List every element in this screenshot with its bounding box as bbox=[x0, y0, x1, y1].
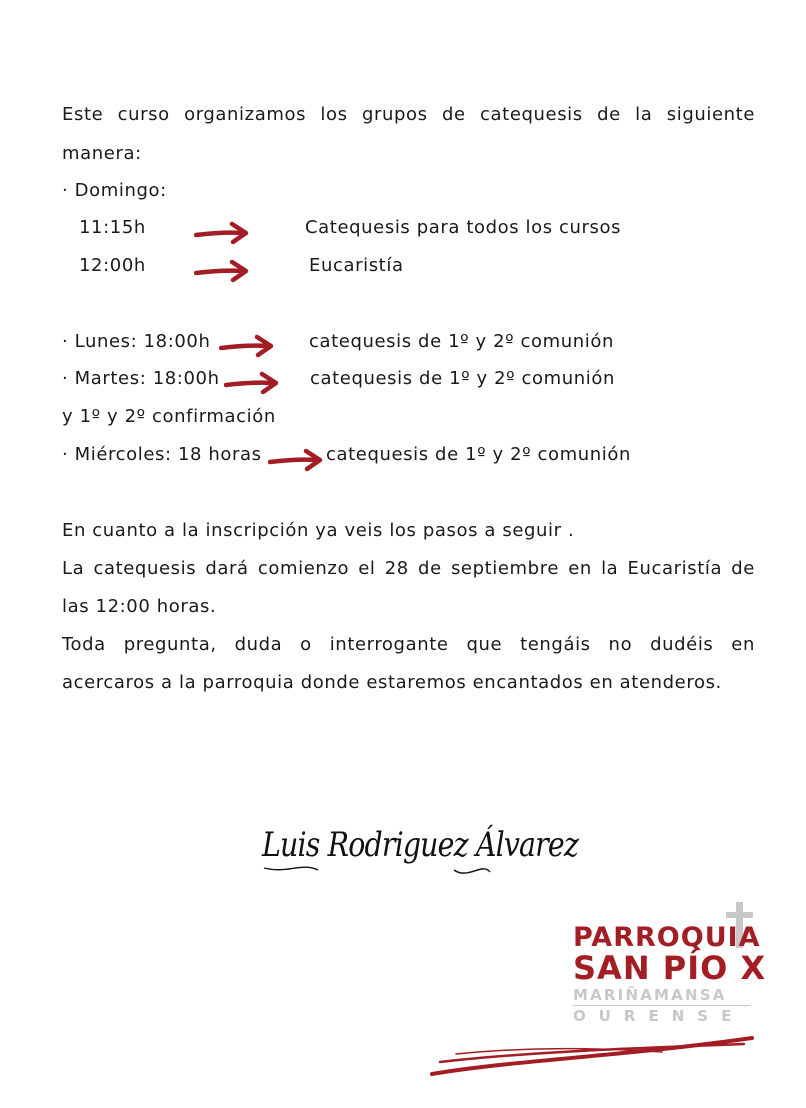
logo-line-marinamansa: MARIÑAMANSA bbox=[573, 986, 727, 1004]
intro-line-2: manera: bbox=[62, 143, 142, 164]
logo-divider bbox=[573, 1005, 751, 1006]
arrow-icon bbox=[224, 371, 280, 395]
sunday-activity-2: Eucaristía bbox=[309, 255, 404, 276]
logo-swoosh bbox=[426, 1030, 762, 1080]
wednesday-activity: catequesis de 1º y 2º comunión bbox=[326, 444, 632, 465]
signature bbox=[258, 810, 641, 880]
intro-line-1: Este curso organizamos los grupos de catequesis de la siguiente bbox=[62, 104, 755, 125]
logo-line-san-pio: SAN PÍO X bbox=[573, 949, 767, 987]
closing-paragraph-2-line-2: las 12:00 horas. bbox=[62, 596, 217, 617]
arrow-icon bbox=[194, 259, 250, 283]
closing-paragraph-3-line-1: Toda pregunta, duda o interrogante que tengáis no dudéis en bbox=[62, 634, 755, 655]
sunday-time-1: 11:15h bbox=[79, 217, 146, 238]
closing-paragraph-2-line-1: La catequesis dará comienzo el 28 de septiembre en la Eucaristía de bbox=[62, 558, 755, 579]
logo-line-parroquia: PARROQUIA bbox=[573, 922, 761, 953]
svg-text:Luis Rodriguez Álvarez: Luis Rodriguez Álvarez bbox=[262, 825, 641, 865]
arrow-icon bbox=[268, 448, 324, 472]
wednesday-day: · Miércoles: 18 horas bbox=[62, 444, 262, 465]
arrow-icon bbox=[219, 334, 275, 358]
arrow-icon bbox=[194, 221, 250, 245]
logo-line-ourense: OURENSE bbox=[573, 1007, 745, 1025]
closing-paragraph-3-line-2: acercaros a la parroquia donde estaremos encantados en atenderos. bbox=[62, 672, 722, 693]
tuesday-day: · Martes: 18:00h bbox=[62, 368, 220, 389]
closing-paragraph-1: En cuanto a la inscripción ya veis los pasos a seguir . bbox=[62, 520, 575, 541]
sunday-time-2: 12:00h bbox=[79, 255, 146, 276]
monday-day: · Lunes: 18:00h bbox=[62, 331, 211, 352]
sunday-label: · Domingo: bbox=[62, 180, 167, 201]
sunday-activity-1: Catequesis para todos los cursos bbox=[305, 217, 622, 238]
tuesday-continuation: y 1º y 2º confirmación bbox=[62, 406, 276, 427]
monday-activity: catequesis de 1º y 2º comunión bbox=[309, 331, 615, 352]
tuesday-activity: catequesis de 1º y 2º comunión bbox=[310, 368, 616, 389]
